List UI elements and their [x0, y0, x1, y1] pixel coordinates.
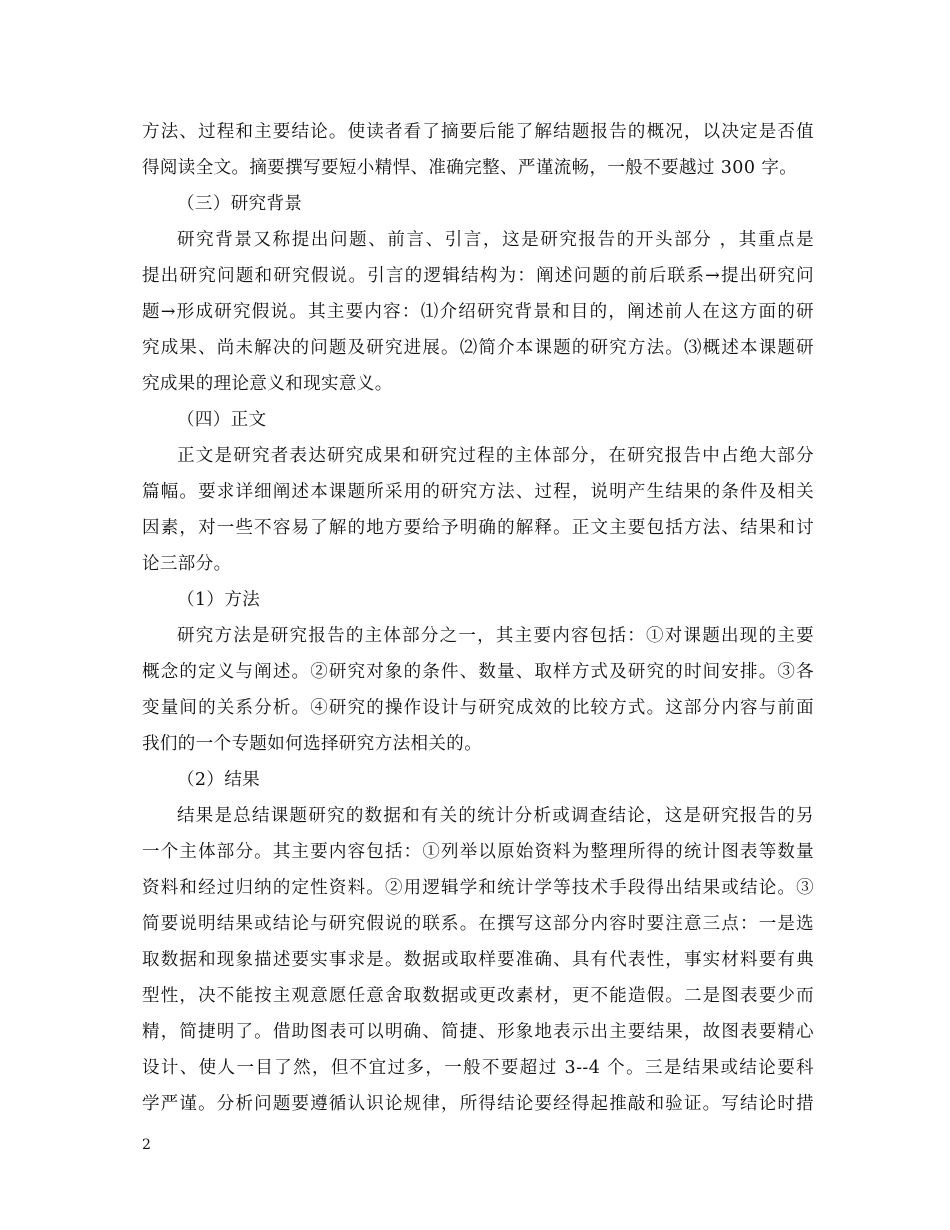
paragraph-line: 资料和经过归纳的定性资料。②用逻辑学和统计学等技术手段得出结果或结论。③ — [142, 878, 814, 898]
paragraph-line: 方法、过程和主要结论。使读者看了摘要后能了解结题报告的概况，以决定是否值 — [142, 122, 814, 142]
paragraph-line: 正文是研究者表达研究成果和研究过程的主体部分，在研究报告中占绝大部分 — [177, 446, 814, 466]
paragraph-line: 研究方法是研究报告的主体部分之一，其主要内容包括：①对课题出现的主要 — [177, 626, 814, 646]
paragraph-line: 结果是总结课题研究的数据和有关的统计分析或调查结论，这是研究报告的另 — [177, 806, 814, 826]
paragraph-line: 精，简捷明了。借助图表可以明确、简捷、形象地表示出主要结果，故图表要精心 — [142, 1022, 814, 1042]
paragraph-line: 提出研究问题和研究假说。引言的逻辑结构为：阐述问题的前后联系→提出研究问 — [142, 266, 814, 286]
subsection-heading: （1）方法 — [177, 590, 261, 610]
paragraph-line: 究成果的理论意义和现实意义。 — [142, 374, 393, 394]
paragraph-line: 题→形成研究假说。其主要内容：⑴介绍研究背景和目的，阐述前人在这方面的研 — [142, 302, 814, 322]
paragraph-line: 篇幅。要求详细阐述本课题所采用的研究方法、过程，说明产生结果的条件及相关 — [142, 482, 814, 502]
paragraph-line: 型性，决不能按主观意愿任意舍取数据或更改素材，更不能造假。二是图表要少而 — [142, 986, 814, 1006]
paragraph-line: 一个主体部分。其主要内容包括：①列举以原始资料为整理所得的统计图表等数量 — [142, 842, 814, 862]
paragraph-line: 我们的一个专题如何选择研究方法相关的。 — [142, 734, 483, 754]
paragraph-line: 得阅读全文。摘要撰写要短小精悍、准确完整、严谨流畅，一般不要越过 300 字。 — [142, 158, 798, 178]
paragraph-line: 设计、使人一目了然，但不宜过多，一般不要超过 3--4 个。三是结果或结论要科 — [142, 1058, 814, 1078]
document-body — [142, 114, 814, 1122]
subsection-heading: （2）结果 — [177, 770, 261, 790]
section-heading: （四）正文 — [177, 410, 267, 430]
page-number: 2 — [142, 1137, 151, 1153]
paragraph-line: 学严谨。分析问题要遵循认识论规律，所得结论要经得起推敲和验证。写结论时措 — [142, 1094, 814, 1114]
paragraph-line: 因素，对一些不容易了解的地方要给予明确的解释。正文主要包括方法、结果和讨 — [142, 518, 814, 538]
paragraph-line: 论三部分。 — [142, 554, 232, 574]
paragraph-line: 究成果、尚未解决的问题及研究进展。⑵简介本课题的研究方法。⑶概述本课题研 — [142, 338, 814, 358]
paragraph-line: 研究背景又称提出问题、前言、引言，这是研究报告的开头部分 ，其重点是 — [177, 230, 814, 250]
paragraph-line: 概念的定义与阐述。②研究对象的条件、数量、取样方式及研究的时间安排。③各 — [142, 662, 814, 682]
paragraph-line: 取数据和现象描述要实事求是。数据或取样要准确、具有代表性，事实材料要有典 — [142, 950, 814, 970]
section-heading: （三）研究背景 — [177, 194, 303, 214]
paragraph-line: 变量间的关系分析。④研究的操作设计与研究成效的比较方式。这部分内容与前面 — [142, 698, 814, 718]
paragraph-line: 简要说明结果或结论与研究假说的联系。在撰写这部分内容时要注意三点：一是选 — [142, 914, 814, 934]
